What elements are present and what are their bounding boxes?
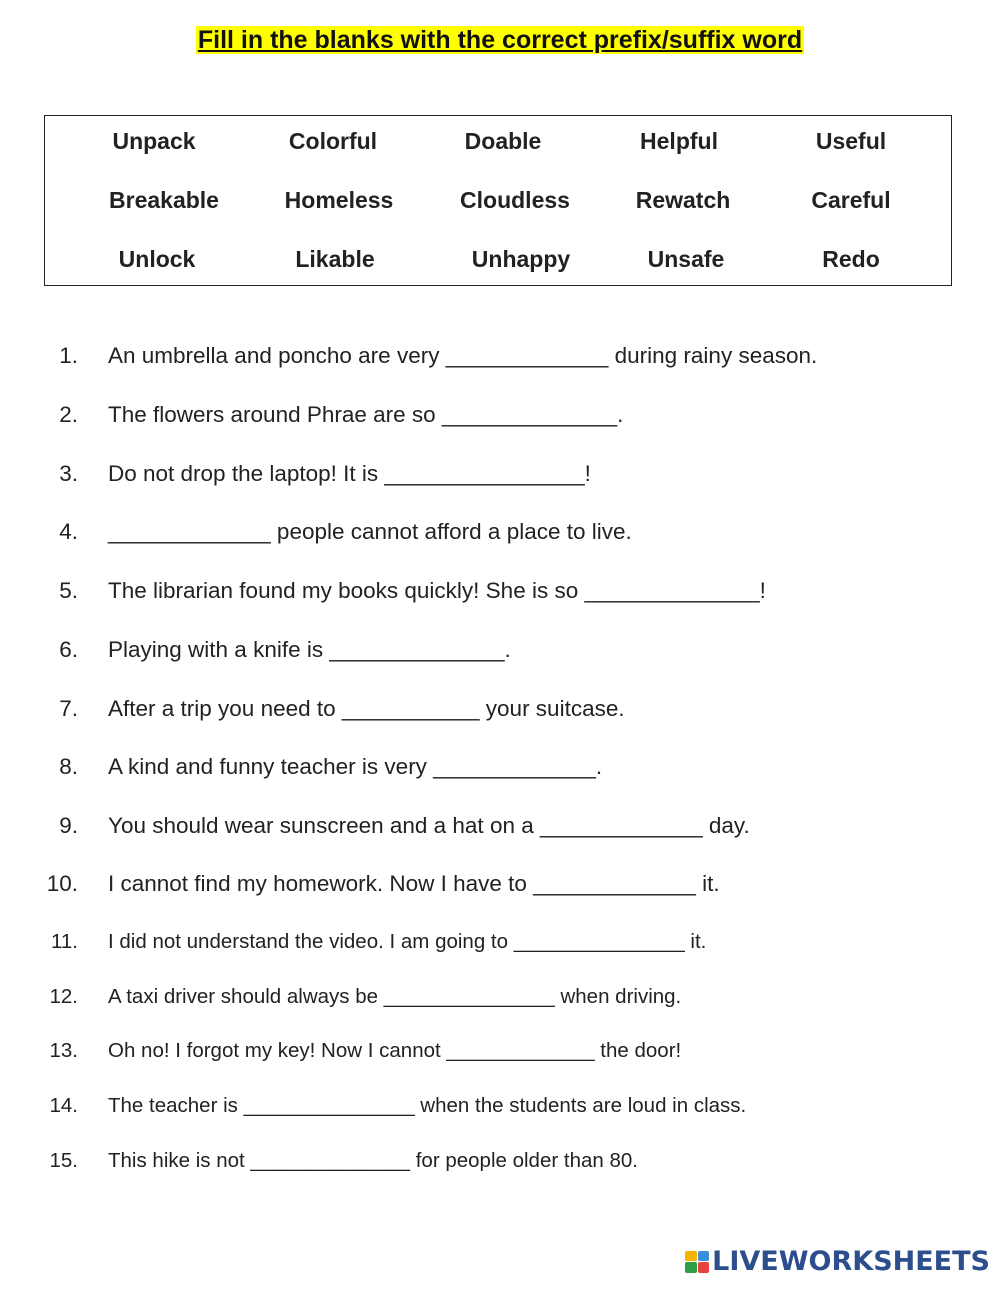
question-text: An umbrella and poncho are very _____________ during rainy season. <box>108 343 818 368</box>
logo-cell <box>698 1262 710 1273</box>
question-text: After a trip you need to ___________ your suitcase. <box>108 696 625 721</box>
logo-text: LIVEWORKSHEETS <box>712 1246 990 1277</box>
question-number: 7. <box>59 696 78 721</box>
question-number: 1. <box>59 343 78 368</box>
word-bank-box <box>44 115 952 286</box>
worksheet-title <box>0 26 1000 55</box>
question-number: 14. <box>49 1094 78 1117</box>
question-text: The teacher is _______________ when the students are loud in class. <box>108 1094 747 1117</box>
question-text: _____________ people cannot afford a place to live. <box>108 519 632 544</box>
word-bank-item: Breakable <box>109 187 219 213</box>
word-bank-item: Helpful <box>640 128 718 154</box>
question-text: Oh no! I forgot my key! Now I cannot _____________ the door! <box>108 1039 682 1062</box>
word-bank-item: Rewatch <box>635 187 731 213</box>
question-number: 2. <box>59 402 78 427</box>
word-bank-item: Useful <box>815 128 887 154</box>
question-text: I cannot find my homework. Now I have to _____________ it. <box>108 871 720 896</box>
title-text: Fill in the blanks with the correct prefix/suffix word <box>197 26 803 54</box>
question-number: 13. <box>49 1039 78 1062</box>
question-text: The flowers around Phrae are so ______________. <box>108 402 624 427</box>
question-number: 10. <box>46 871 78 896</box>
question-text: A taxi driver should always be _______________ when driving. <box>108 985 682 1008</box>
question-text: You should wear sunscreen and a hat on a _____________ day. <box>108 813 750 838</box>
logo-cell <box>685 1251 697 1262</box>
word-bank-item: Redo <box>822 246 880 272</box>
word-bank-item: Unsafe <box>647 246 725 272</box>
word-bank-item: Likable <box>295 246 375 272</box>
word-bank-item: Careful <box>811 187 891 213</box>
question-text: The librarian found my books quickly! She is so ______________! <box>108 578 766 603</box>
word-bank-item: Unlock <box>118 246 196 272</box>
question-text: A kind and funny teacher is very _____________. <box>108 754 603 779</box>
question-number: 4. <box>59 519 78 544</box>
question-number: 9. <box>59 813 78 838</box>
word-bank-item: Unpack <box>112 128 196 154</box>
question-text: Playing with a knife is ______________. <box>108 637 511 662</box>
liveworksheets-logo <box>685 1246 990 1277</box>
liveworksheets-icon <box>685 1251 709 1273</box>
question-text: This hike is not ______________ for people older than 80. <box>108 1149 638 1172</box>
logo-cell <box>698 1251 710 1262</box>
question-text: I did not understand the video. I am going to _______________ it. <box>108 930 707 953</box>
word-bank-item: Unhappy <box>471 246 571 272</box>
question-number: 8. <box>59 754 78 779</box>
word-bank-item: Doable <box>464 128 542 154</box>
question-text: Do not drop the laptop! It is ________________! <box>108 461 591 486</box>
word-bank-item: Cloudless <box>460 187 570 213</box>
word-bank-item: Colorful <box>288 128 378 154</box>
question-number: 3. <box>59 461 78 486</box>
word-bank-item: Homeless <box>284 187 394 213</box>
question-number: 6. <box>59 637 78 662</box>
logo-cell <box>685 1262 697 1273</box>
question-number: 5. <box>59 578 78 603</box>
question-number: 11. <box>51 930 78 953</box>
question-number: 15. <box>49 1149 78 1172</box>
question-number: 12. <box>49 985 78 1008</box>
